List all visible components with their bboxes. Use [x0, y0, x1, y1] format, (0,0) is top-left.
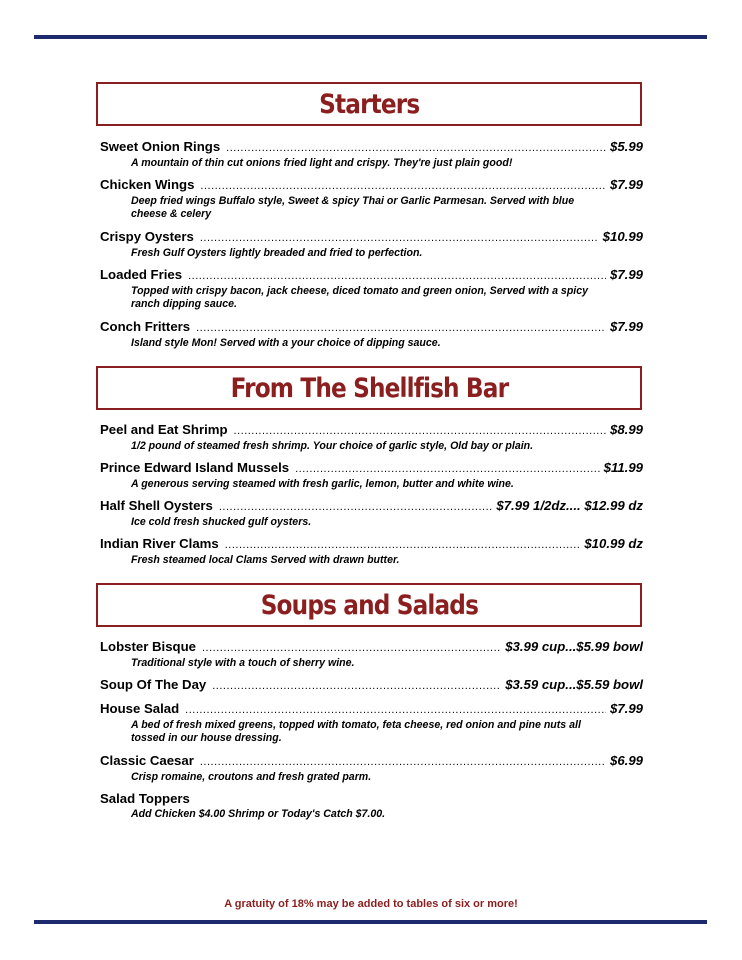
menu-item [100, 677, 643, 694]
item-price: $8.99 [609, 422, 643, 437]
item-description: 1/2 pound of steamed fresh shrimp. Your choice of garlic style, Old bay or plain. [131, 440, 534, 452]
item-name: Soup Of The Day [100, 677, 207, 692]
item-description: Add Chicken $4.00 Shrimp or Today's Catch $7.00. [131, 808, 386, 820]
menu-item [100, 267, 643, 311]
section-header-starters [96, 82, 642, 126]
item-name: Conch Fritters [100, 319, 191, 334]
menu-item [100, 177, 643, 221]
item-description: Fresh Gulf Oysters lightly breaded and fried to perfection. [131, 247, 423, 259]
leader-dots [234, 423, 606, 439]
menu-item [100, 498, 643, 529]
item-name: Half Shell Oysters [100, 498, 213, 513]
item-description: Ice cold fresh shucked gulf oysters. [131, 516, 312, 528]
item-price: $3.59 cup...$5.59 bowl [505, 677, 643, 692]
leader-dots [200, 230, 599, 246]
leader-dots [225, 537, 581, 553]
menu-item [100, 139, 643, 170]
item-name: Sweet Onion Rings [100, 139, 221, 154]
menu-item [100, 422, 643, 453]
item-price: $7.99 [609, 701, 643, 716]
menu-item [100, 791, 643, 821]
menu-item [100, 639, 643, 670]
item-name: Lobster Bisque [100, 639, 196, 654]
menu-item [100, 229, 643, 260]
item-price: $7.99 [609, 319, 643, 334]
item-description: Island style Mon! Served with a your choice of dipping sauce. [131, 337, 441, 349]
leader-dots [200, 178, 606, 194]
section-header-shellfish-bar [96, 366, 642, 410]
item-description: Crisp romaine, croutons and fresh grated parm. [131, 771, 372, 783]
leader-dots [219, 499, 493, 515]
item-price: $3.99 cup...$5.99 bowl [505, 639, 643, 654]
section-title: Soups and Salads [260, 589, 478, 621]
item-price: $6.99 [609, 753, 643, 768]
section-title: Starters [318, 88, 420, 120]
menu-item [100, 536, 643, 567]
menu-item [100, 460, 643, 491]
item-description: A mountain of thin cut onions fried light and crispy. They're just plain good! [131, 157, 513, 169]
top-rule [34, 35, 707, 39]
leader-dots [188, 268, 606, 284]
item-name: Indian River Clams [100, 536, 219, 551]
item-name: Prince Edward Island Mussels [100, 460, 290, 475]
item-name: Classic Caesar [100, 753, 194, 768]
leader-dots [226, 140, 606, 156]
item-price: $7.99 1/2dz.... $12.99 dz [496, 498, 643, 513]
item-name: Salad Toppers [100, 791, 190, 806]
item-price: $7.99 [609, 177, 643, 192]
item-description: Fresh steamed local Clams Served with drawn butter. [131, 554, 400, 566]
item-price: $5.99 [609, 139, 643, 154]
item-price: $7.99 [609, 267, 643, 282]
item-name: Chicken Wings [100, 177, 195, 192]
item-description: Topped with crispy bacon, jack cheese, diced tomato and green onion, Served with a spicy ranch dipping sauce. [131, 285, 589, 310]
item-name: Crispy Oysters [100, 229, 194, 244]
gratuity-notice: A gratuity of 18% may be added to tables of six or more! [224, 898, 518, 910]
item-description: Traditional style with a touch of sherry wine. [131, 657, 355, 669]
section-header-soups-salads [96, 583, 642, 627]
leader-dots [202, 640, 501, 656]
leader-dots [295, 461, 600, 477]
menu-item [100, 701, 643, 745]
menu-item [100, 319, 643, 350]
leader-dots [212, 678, 501, 694]
item-name: House Salad [100, 701, 180, 716]
section-title: From The Shellfish Bar [230, 372, 508, 404]
item-name: Loaded Fries [100, 267, 183, 282]
item-price: $10.99 dz [584, 536, 643, 551]
leader-dots [200, 754, 606, 770]
item-description: A generous serving steamed with fresh garlic, lemon, butter and white wine. [131, 478, 514, 490]
bottom-rule [34, 920, 707, 924]
item-price: $10.99 [602, 229, 643, 244]
leader-dots [196, 320, 606, 336]
item-description: Deep fried wings Buffalo style, Sweet & spicy Thai or Garlic Parmesan. Served with blue cheese & celery [131, 195, 575, 220]
leader-dots [185, 702, 606, 718]
menu-item [100, 753, 643, 784]
item-price: $11.99 [603, 460, 643, 475]
item-name: Peel and Eat Shrimp [100, 422, 228, 437]
item-description: A bed of fresh mixed greens, topped with tomato, feta cheese, red onion and pine nuts all tossed in our house dressing. [131, 719, 581, 744]
